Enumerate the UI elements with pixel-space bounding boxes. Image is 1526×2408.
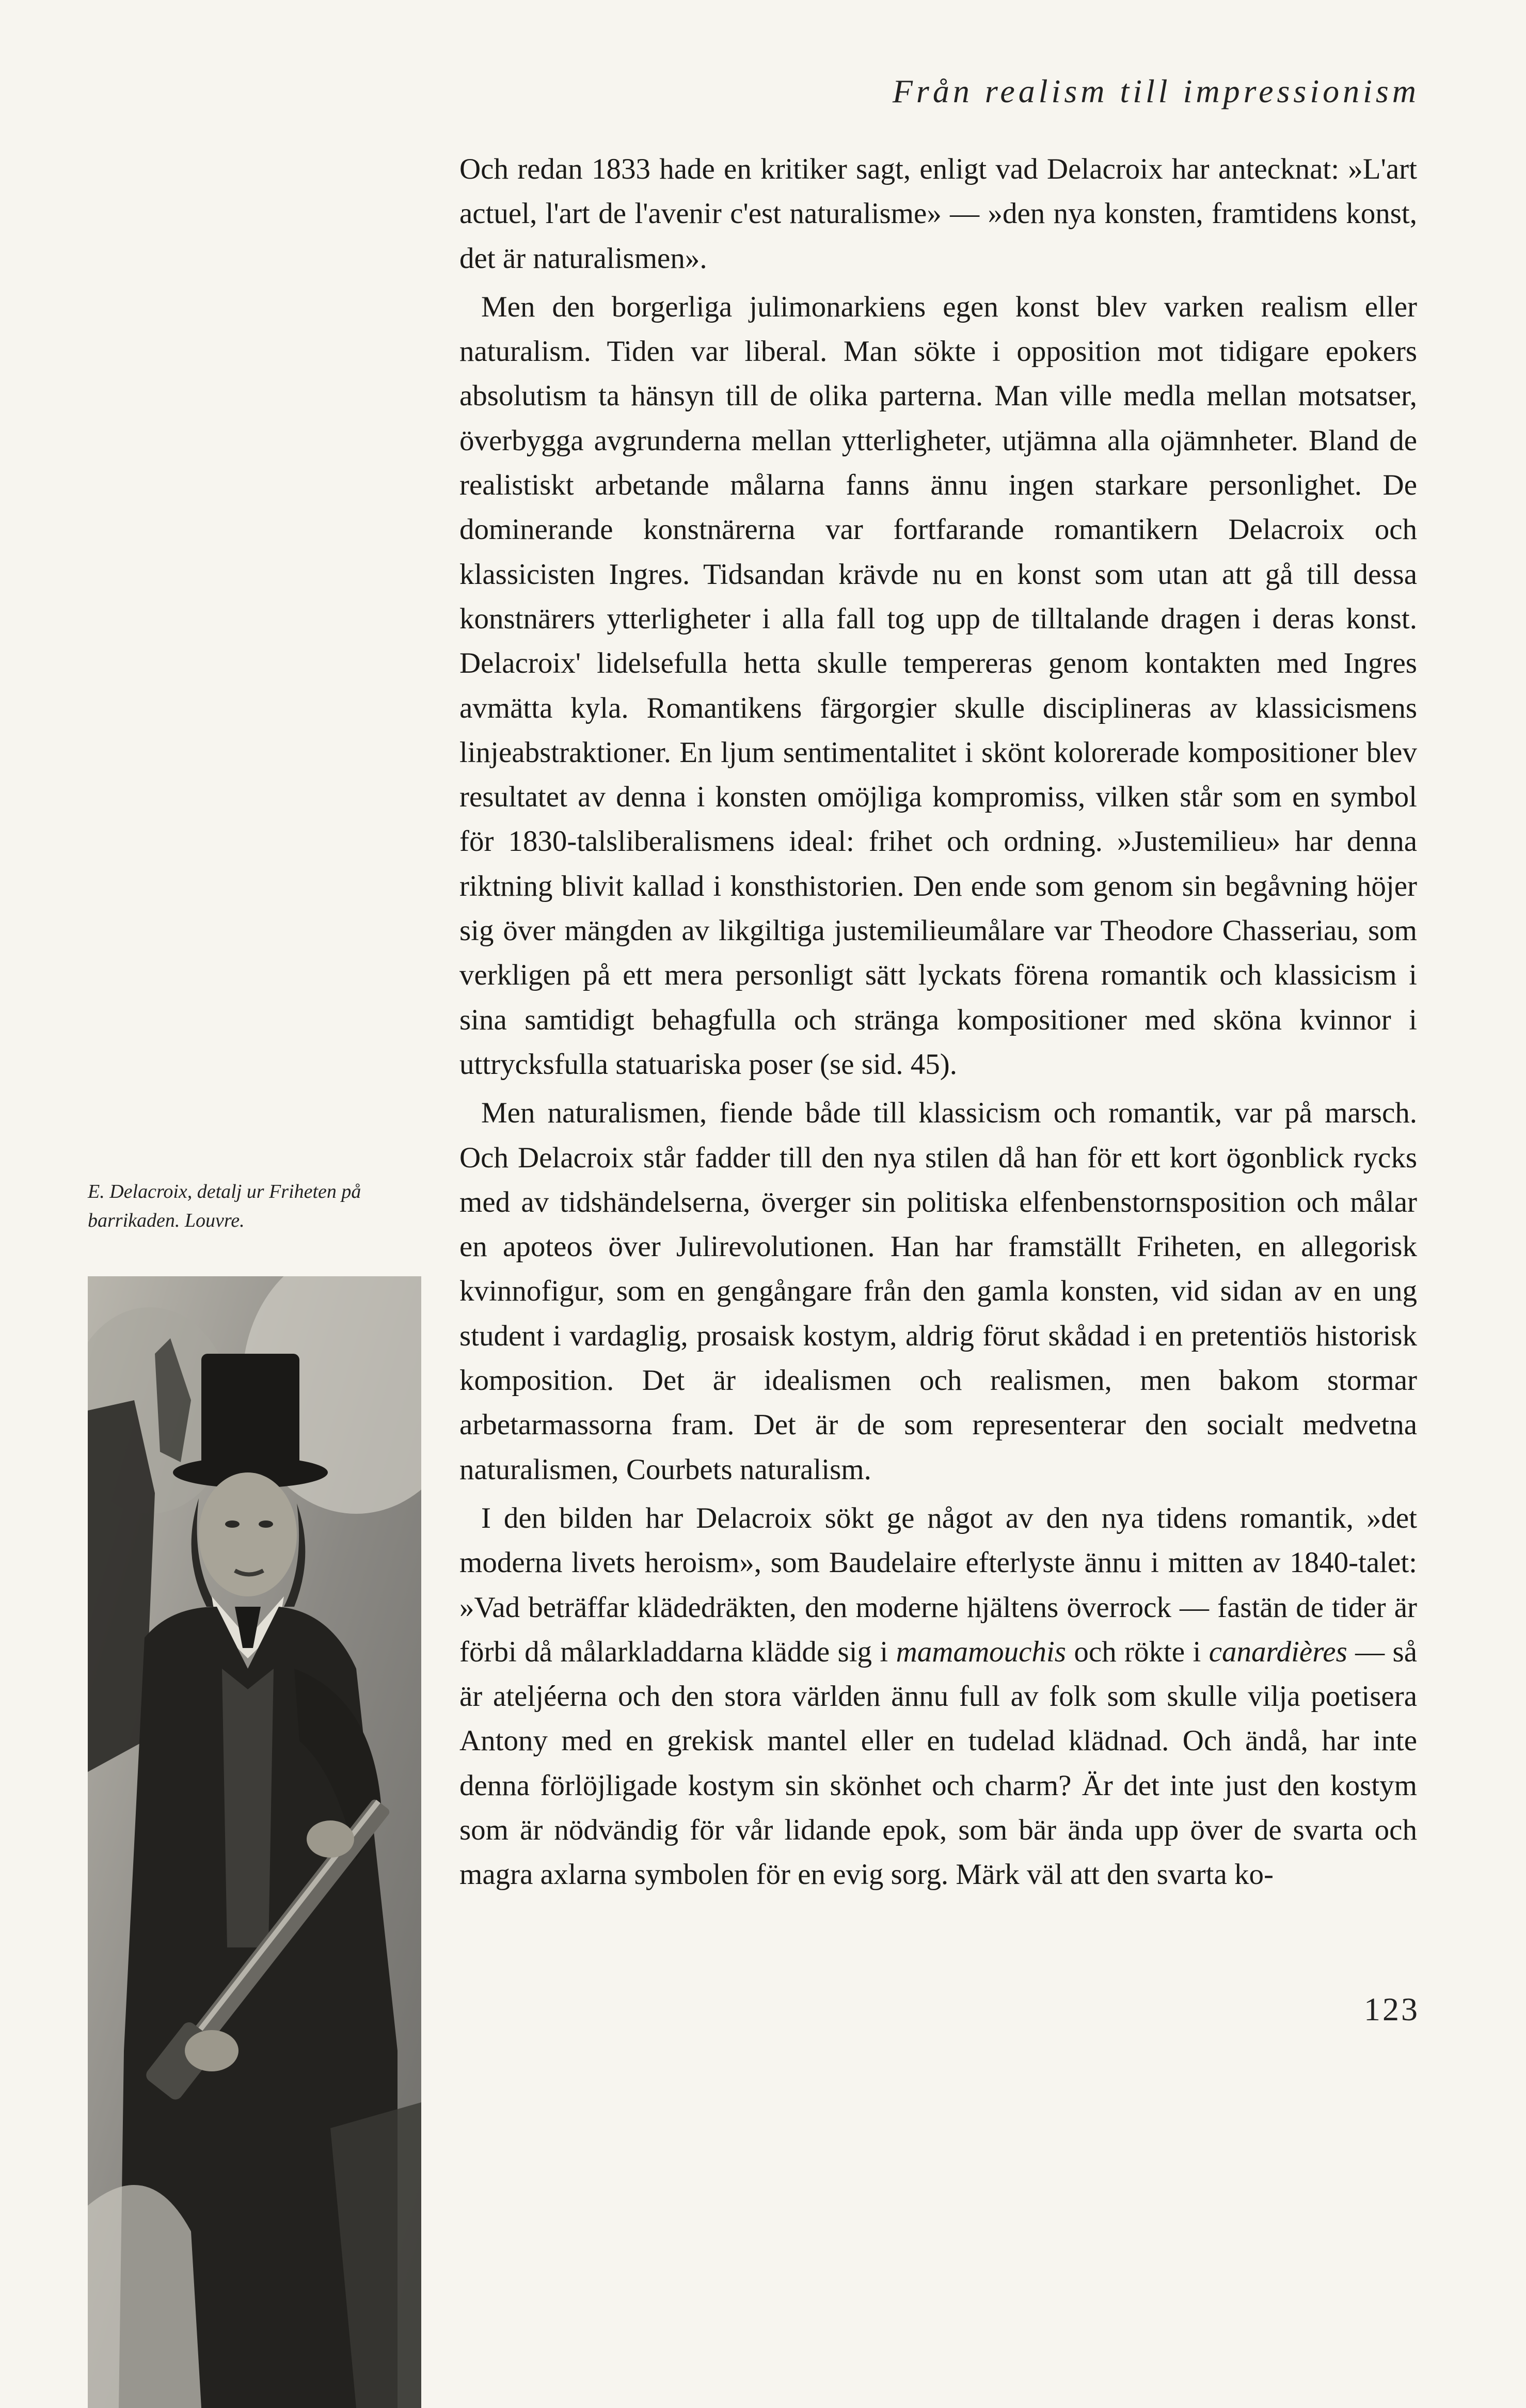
italic-term-canardieres: canardières xyxy=(1209,1635,1347,1668)
paragraph-1: Och redan 1833 hade en kritiker sagt, enligt vad Delacroix har antecknat: »L'art actuel, l'art de l'avenir c'est naturalisme» — »den nya konsten, framtidens konst, det är naturalismen». xyxy=(459,153,1417,275)
paragraph-4-text-b: och rökte i xyxy=(1066,1635,1209,1668)
paragraph-4 xyxy=(459,1496,1417,1897)
top-hat-shape xyxy=(201,1354,299,1472)
figure-painting-detail xyxy=(88,1276,421,2408)
running-head: Från realism till impressionism xyxy=(892,73,1420,109)
figure-caption: E. Delacroix, detalj ur Friheten på barrikaden. Louvre. xyxy=(88,1181,361,1231)
paragraph-2: Men den borgerliga julimonarkiens egen konst blev varken realism eller naturalism. Tiden var liberal. Man sökte i opposition mot tidigare epokers absolutism ta hänsyn till de olika parterna. Man ville medla mellan motsatser, överbygga avgrunderna mellan ytterligheter, utjämna alla ojämnheter. Bland de realistiskt arbetande målarna fanns ännu ingen starkare personlighet. De dominerande konstnärerna var fortfarande romantikern Delacroix och klassicisten Ingres. Tidsandan krävde nu en konst som utan att gå till dessa konstnärers ytterligheter i alla fall tog upp de tilltalande dragen i deras konst. Delacroix' lidelsefulla hetta skulle tempereras genom kontakten med Ingres avmätta kyla. Romantikens färgorgier skulle disciplineras av klassicismens linjeabstraktioner. En ljum sentimentalitet i skönt kolorerade kompositioner blev resultatet av denna i konsten omöjliga kompromiss, vilken står som en symbol för 1830-talsliberalismens ideal: frihet och ordning. »Justemilieu» har denna riktning blivit kallad i konsthistorien. Den ende som genom sin begåvning höjer sig över mängden av likgiltiga justemilieumålare var Theodore Chasseriau, som verkligen på ett mera personligt sätt lyckats förena romantik och klassicism i sina samtidigt behagfulla och stränga kompositioner med sköna kvinnor i uttrycksfulla statuariska poser (se sid. 45). xyxy=(459,290,1417,1081)
paragraph-4-text-a: I den bilden har Delacroix sökt ge något av den nya tidens romantik, »det moderna livets heroism», som Baudelaire efterlyste ännu i mitten av 1840-talet: »Vad beträffar klädedräkten, den moderne hjältens överrock — fastän de tider är förbi då målarkladdarna klädde sig i xyxy=(459,1501,1417,1668)
paragraph-4-text-c: — så är ateljéerna och den stora världen ännu full av folk som skulle vilja poetisera Antony med en grekisk mantel eller en tudelad klädnad. Och ändå, har inte denna förlöjligade kostym sin skönhet och charm? Är det inte just den kostym som är nödvändig för vår lidande epok, som bär ända upp över de svarta och magra axlarna symbolen för en evig sorg. Märk väl att den svarta ko- xyxy=(459,1635,1417,1891)
page-number: 123 xyxy=(1364,1991,1420,2027)
italic-term-mamamouchis: mamamouchis xyxy=(896,1635,1066,1668)
body-text xyxy=(459,147,1417,1897)
paragraph-3: Men naturalismen, fiende både till klassicism och romantik, var på marsch. Och Delacroix står fadder till den nya stilen då han för ett kort ögonblick rycks med av tidshändelserna, överger sin politiska elfenbenstornsposition och målar en apoteos över Julirevolutionen. Han har framställt Friheten, en allegorisk kvinnofigur, som en gengångare från den gamla konsten, vid sidan av en ung student i vardaglig, prosaisk kostym, aldrig förut skådad i en pretentiös historisk komposition. Det är idealismen och realismen, men bakom stormar arbetarmassorna fram. Det är de som representerar den socialt medvetna naturalismen, Courbets naturalism. xyxy=(459,1097,1417,1486)
painting-illustration xyxy=(88,1276,421,2408)
